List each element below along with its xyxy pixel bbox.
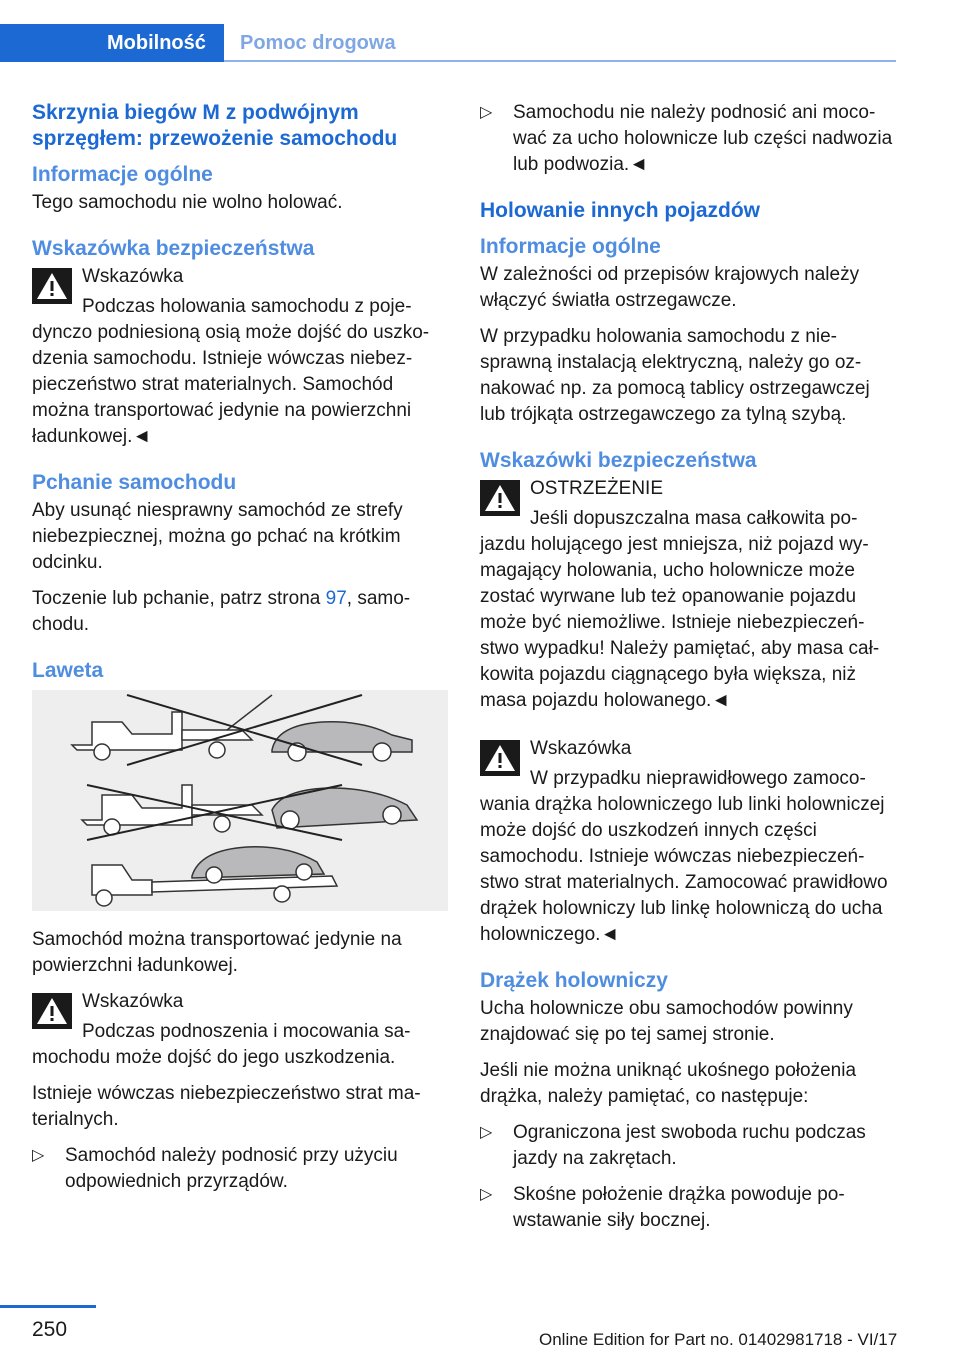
heading-laweta: Laweta [32, 659, 104, 682]
paragraph-pushing-ref: Toczenie lub pchanie, patrz strona 97, samochodu. [32, 588, 411, 635]
paragraph-pushing: Aby usunąć niesprawny samochód ze strefy niebezpiecznej, można go pchać na krótkim odcinku. [32, 500, 403, 573]
warning-title: OSTRZEŻENIE [530, 478, 664, 499]
paragraph-oblique: Jeśli nie można uniknąć ukośnego położenia drążka, należy pamiętać, co następuje: [480, 1060, 857, 1107]
warning-block [480, 736, 896, 948]
warning-block [32, 264, 448, 450]
warning-block [480, 476, 896, 714]
bullet-list [32, 1143, 448, 1195]
page-link-97[interactable]: 97 [325, 588, 347, 609]
heading-safety: Wskazówka bezpieczeństwa [32, 237, 315, 260]
warning-body: Podczas podnoszenia i mocowania samochodu może dojść do jego uszkodzenia. [32, 1021, 411, 1068]
list-item: ▷ Samochodu nie należy podnosić ani mocować za ucho holownicze lub części nadwozia lub podwozia.◄ [480, 102, 893, 175]
heading-tow-bar: Drążek holowniczy [480, 969, 668, 992]
bullet-triangle-icon: ▷ [32, 1147, 45, 1164]
heading-safety-notes: Wskazówki bezpieczeństwa [480, 449, 757, 472]
list-item: ▷ Samochód należy podnosić przy użyciu odpowiednich przyrządów. [32, 1145, 398, 1192]
heading-pushing: Pchanie samochodu [32, 471, 237, 494]
heading-info: Informacje ogólne [480, 235, 661, 258]
section-title-towing-others: Holowanie innych pojazdów [480, 199, 761, 222]
paragraph-marking: W przypadku holowania samochodu z niesprawną instalacją elektryczną, należy go oznakować np. za pomocą tablicy ostrzegawczej lub trójkąta ostrzegawczego za tylną szybą. [480, 326, 870, 425]
bullet-list [480, 1120, 896, 1234]
edition-note: Online Edition for Part no. 01402981718 - VI/17 [539, 1330, 898, 1349]
paragraph-tow-eyes: Ucha holownicze obu samochodów powinny znajdować się po tej samej stronie. [480, 998, 853, 1045]
bullet-triangle-icon: ▷ [480, 1124, 493, 1141]
right-column [480, 100, 896, 1244]
warning-title: Wskazówka [530, 738, 632, 759]
paragraph-hazard-lights: W zależności od przepisów krajowych należy włączyć światła ostrzegawcze. [480, 264, 860, 311]
footer-divider [0, 1305, 96, 1308]
warning-triangle-icon [480, 480, 520, 516]
warning-triangle-icon [32, 268, 72, 304]
paragraph-no-towing: Tego samochodu nie wolno holować. [32, 192, 343, 213]
page-header [0, 0, 960, 62]
bullet-triangle-icon: ▷ [480, 1186, 493, 1203]
tow-truck-illustration [32, 690, 448, 911]
warning-triangle-icon [32, 993, 72, 1029]
tab-mobilnosc[interactable]: Mobilność [0, 24, 224, 62]
warning-title: Wskazówka [82, 266, 184, 287]
bullet-list [480, 100, 896, 178]
header-divider [224, 60, 896, 62]
list-item: ▷ Skośne położenie drążka powoduje powstawanie siły bocznej. [480, 1184, 845, 1231]
tab-pomoc-drogowa[interactable]: Pomoc drogowa [240, 32, 396, 54]
warning-block [32, 989, 448, 1071]
warning-title: Wskazówka [82, 991, 184, 1012]
heading-info: Informacje ogólne [32, 163, 213, 186]
warning-body: W przypadku nieprawidłowego zamocowania drążka holowniczego lub linki holowniczej może dojść do uszkodzeń innych części samochodu. Istnieje wówczas niebezpieczeństwo strat materialnych. Zamocować prawidłowo drążek holowniczy lub linkę holowniczą do ucha holowniczego.◄ [480, 768, 888, 945]
bullet-triangle-icon: ▷ [480, 104, 493, 121]
tow-trucks-diagram [32, 690, 448, 911]
left-column [32, 100, 448, 1205]
section-title-transport: Skrzynia biegów M z podwójnym sprzęgłem: przewożenie samochodu [32, 101, 398, 150]
page-number: 250 [32, 1318, 68, 1341]
warning-body: Jeśli dopuszczalna masa całkowita pojazdu holującego jest mniejsza, niż pojazd wymagający holowania, ucho holownicze może zostać wyrwane lub też opanowanie pojazdu może być niemożliwe. Istnieje niebezpieczeństwo wypadku! Należy pamiętać, aby masa całkowita pojazdu ciągnącego była większa, niż masa pojazdu holowanego.◄ [480, 508, 880, 711]
warning-body: Podczas holowania samochodu z pojedynczo podniesioną osią może dojść do uszkodzenia samochodu. Istnieje wówczas niebezpieczeństwo strat materialnych. Samochód można transportować jedynie na powierzchni ładunkowej.◄ [32, 296, 430, 447]
paragraph-risk: Istnieje wówczas niebezpieczeństwo strat materialnych. [32, 1083, 421, 1130]
warning-triangle-icon [480, 740, 520, 776]
list-item: ▷ Ograniczona jest swoboda ruchu podczas jazdy na zakrętach. [480, 1122, 866, 1169]
paragraph-loading-surface: Samochód można transportować jedynie na powierzchni ładunkowej. [32, 929, 402, 976]
